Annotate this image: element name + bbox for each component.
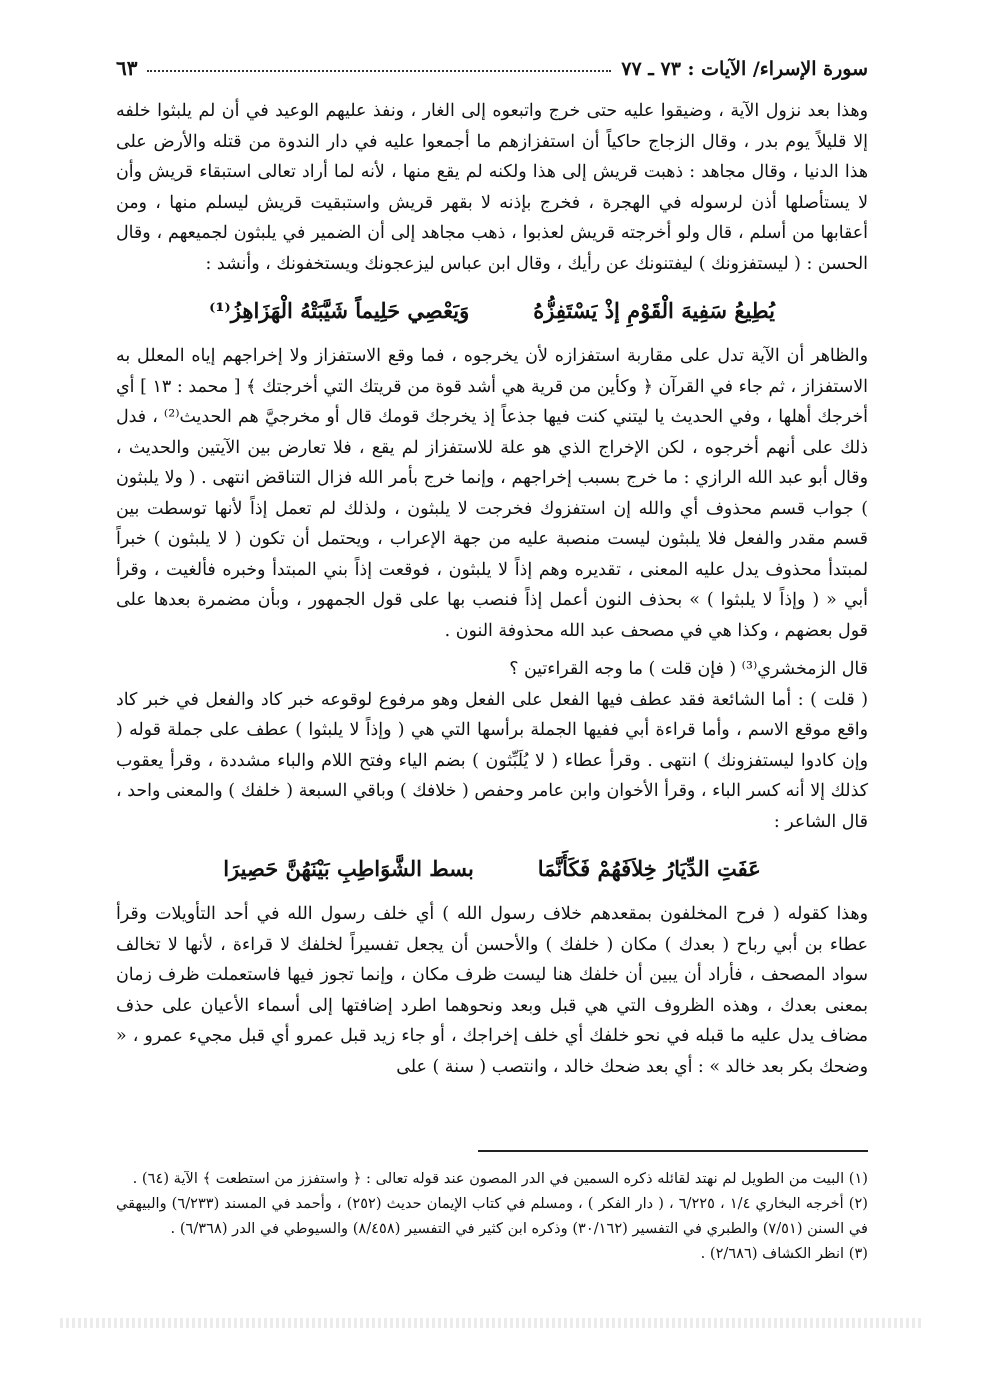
paragraph: وهذا بعد نزول الآية ، وضيقوا عليه حتى خرج واتبعوه إلى الغار ، ونفذ عليهم الوعيد في أن لم يلبثوا خلفه إلا قليلاً يوم بدر ، وقال الزجاج حاكياً أن استفزازهم ما أجمعوا عليه في دار الندوة من قتله والأرض على هذا الدنيا ، وقال مجاهد : ذهبت قريش إلى هذا ولكنه لم يقع منها ، لأنه لما أراد تعالى استبقاء قريش وأن لا يستأصلها أذن لرسوله في الهجرة ، فخرج بإذنه لا بقهر قريش واستبقيت قريش ليسلم منها ، ومن أعقابها من أسلم ، قال ولو أخرجته قريش لعذبوا ، ذهب مجاهد إلى أن الضمير في يلبثون لجميعهم ، وقال الحسن : ( ليستفزونك ) ليفتنونك عن رأيك ، وقال ابن عباس ليزعجونك ويستخفونك ، وأنشد :	[116, 101, 868, 274]
verse-hemistich-first: عَفَتِ الدِّيَارُ خِلاَفَهُمْ فَكَأَنَّمَا	[537, 856, 761, 881]
page-number: ٦٣	[116, 56, 138, 80]
footnote: (١) البيت من الطويل لم نهتد لقائله ذكره السمين في الدر المصون عند قوله تعالى : ﴿ واستفزز من استطعت ﴾ الآية (٦٤) .	[132, 1170, 868, 1187]
poetry-verse	[116, 851, 868, 887]
running-title: سورة الإسراء/ الآيات : ٧٣ ـ ٧٧	[621, 58, 868, 80]
paragraph: ( قلت ) : أما الشائعة فقد عطف فيها الفعل على الفعل وهو مرفوع لوقوعه خبر كاد والفعل في خبر كاد واقع موقع الاسم ، وأما قراءة أبي ففيها الجملة برأسها التي هي ( وإذاً لا يلبثوا ) عطف على جملة قوله ( وإن كادوا ليستفزونك ) انتهى . وقرأ عطاء ( لا يُلَبِّثون ) بضم الياء وفتح اللام والباء مشددة ، وقرأ يعقوب كذلك إلا أنه كسر الباء ، وقرأ الأخوان وابن عامر وحفص ( خلافك ) وباقي السبعة ( خلفك ) والمعنى واحد ، قال الشاعر :	[116, 689, 868, 832]
verse-hemistich-second: وَيَعْصِي حَلِيماً شَيَّبَتْهُ الْهَزَاهِزُ⁽¹⁾	[209, 298, 470, 323]
paragraph: وهذا كقوله ( فرح المخلفون بمقعدهم خلاف رسول الله ) أي خلف رسول الله في أحد التأويلات وقرأ عطاء بن أبي رباح ( بعدك ) مكان ( خلفك ) والأحسن أن يجعل تفسيراً لخلفك لا قراءة ، لأنها لا تخالف سواد المصحف ، فأراد أن يبين أن خلفك هنا ليست ظرف مكان ، وإنما تجوز فيها فاستعملت ظرف زمان بمعنى بعدك ، وهذه الظروف التي هي قبل وبعد ونحوهما اطرد إضافتها إلى أسماء الأعيان على حذف مضاف يدل عليه ما قبله في نحو خلفك أي خلف إخراجك ، أو جاء زيد قبل عمرو أي قبل مجيء عمرو ، « وضحك بكر بعد خالد » : أي بعد ضحك خالد ، وانتصب ( سنة ) على	[116, 904, 868, 1077]
verse-hemistich-first: يُطِيعُ سَفِيهَ الْقَوْمِ إذْ يَسْتَفِزُّهُ	[533, 298, 775, 323]
footnotes	[116, 1150, 868, 1266]
footnote-divider	[478, 1150, 868, 1152]
poetry-verse	[116, 293, 868, 329]
verse-hemistich-second: بسط الشَّوَاطِبِ بَيْنَهُنَّ حَصِيرَا	[223, 856, 474, 881]
page-header	[116, 44, 868, 80]
paragraph: قال الزمخشري⁽³⁾ ( فإن قلت ) ما وجه القراءتين ؟	[509, 659, 868, 679]
main-text	[116, 96, 868, 1082]
header-dot-leader	[147, 70, 611, 72]
paragraph: والظاهر أن الآية تدل على مقاربة استفزازه لأن يخرجوه ، فما وقع الاستفزاز ولا إخراجهم إياه المعلل به الاستفزاز ، ثم جاء في القرآن ﴿ وكأين من قرية هي أشد قوة من قريتك التي أخرجتك ﴾ [ محمد : ١٣ ] أي أخرجك أهلها ، وفي الحديث يا ليتني كنت فيها جذعاً إذ يخرجك قومك قال أو مخرجيَّ هم الحديث⁽²⁾ ، فدل ذلك على أنهم أخرجوه ، لكن الإخراج الذي هو علة للاستفزاز لم يقع ، فلا تعارض بين الآيتين والحديث ، وقال أبو عبد الله الرازي : ما خرج بسبب إخراجهم ، وإنما خرج بأمر الله فزال التناقض انتهى . ( ولا يلبثون ) جواب قسم محذوف أي والله إن استفزوك فخرجت لا يلبثون ، ولذلك لم تعمل إذاً لأنها توسطت بين قسم مقدر والفعل فلا يلبثون ليست منصبة عليه من جهة الإعراب ، ويحتمل أن تكون ( لا يلبثون ) خبراً لمبتدأ محذوف يدل عليه المعنى ، تقديره وهم إذاً لا يلبثون ، فوقعت إذاً بني المبتدأ وخبره فألغيت ، وقرأ أبي « ( وإذاً لا يلبثوا ) » بحذف النون أعمل إذاً فنصب بها على قول الجمهور ، وبأن مضمرة بعدها على قول بعضهم ، وكذا هي في مصحف عبد الله محذوفة النون .	[116, 346, 868, 641]
footnote: (٢) أخرجه البخاري ١/٤ ، ٦/٢٢٥ ، ( دار الفكر ) ، ومسلم في كتاب الإيمان حديث (٢٥٢) ، وأحمد في المسند (٦/٢٣٣) والبيهقي في السنن (٧/٥١) والطبري في التفسير (٣٠/١٦٢) وذكره ابن كثير في التفسير (٨/٤٥٨) والسيوطي في الدر (٦/٣٦٨) .	[116, 1195, 868, 1237]
scan-artifact	[60, 1318, 924, 1328]
footnote: (٣) انظر الكشاف (٢/٦٨٦) .	[700, 1245, 868, 1262]
